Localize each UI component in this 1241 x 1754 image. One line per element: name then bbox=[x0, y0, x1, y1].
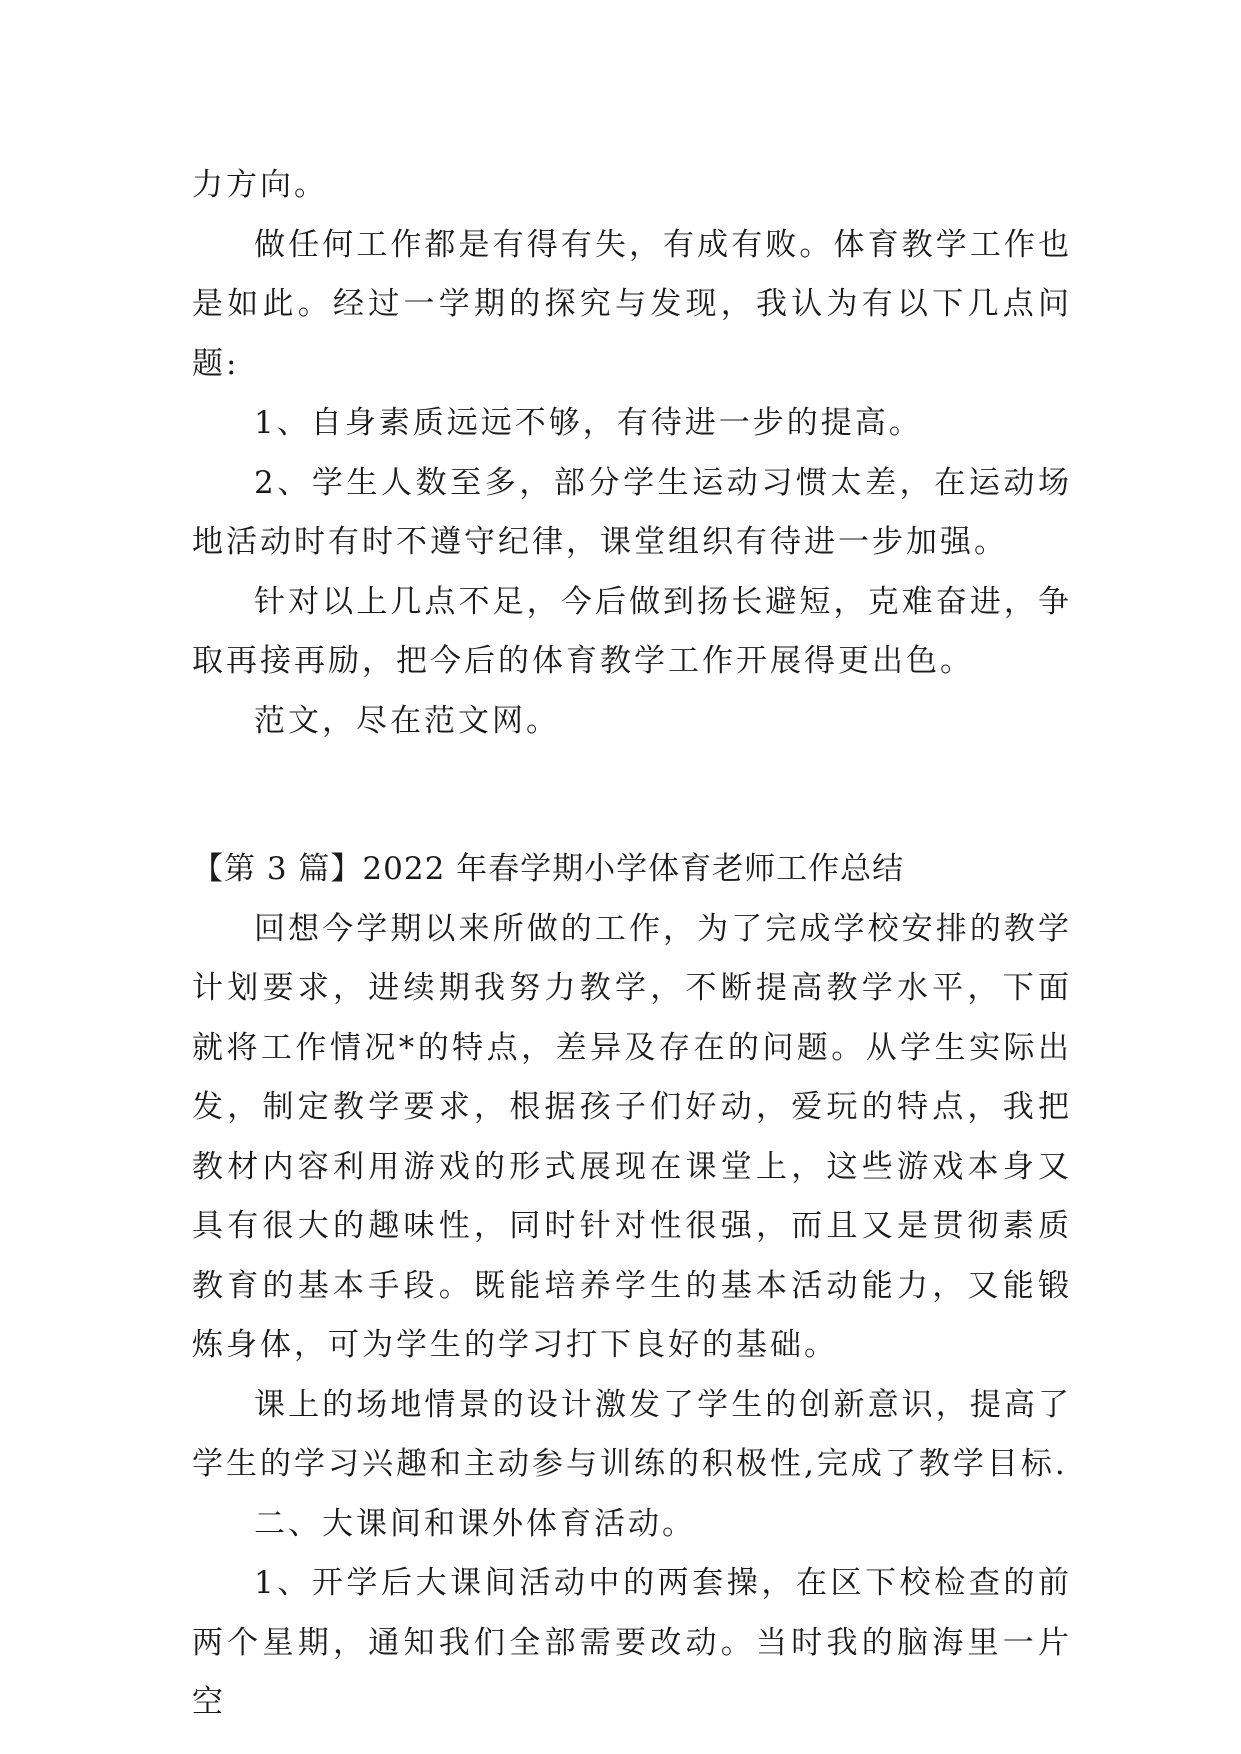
document-body bbox=[192, 156, 1072, 1733]
paragraph: 课上的场地情景的设计激发了学生的创新意识，提高了学生的学习兴趣和主动参与训练的积极性,完成了教学目标. bbox=[192, 1386, 1072, 1482]
paragraph: 回想今学期以来所做的工作，为了完成学校安排的教学计划要求，进续期我努力教学，不断提高教学水平，下面就将工作情况*的特点，差异及存在的问题。从学生实际出发，制定教学要求，根据孩子们好动，爱玩的特点，我把教材内容利用游戏的形式展现在课堂上，这些游戏本身又具有很大的趣味性，同时针对性很强，而且又是贯彻素质教育的基本手段。既能培养学生的基本活动能力，又能锻炼身体，可为学生的学习打下良好的基础。 bbox=[192, 910, 1072, 1363]
paragraph: 力方向。 bbox=[192, 167, 328, 203]
paragraph: 2、学生人数至多，部分学生运动习惯太差，在运动场地活动时有时不遵守纪律，课堂组织有待进一步加强。 bbox=[192, 464, 1072, 560]
paragraph: 1、开学后大课间活动中的两套操，在区下校检查的前两个星期，通知我们全部需要改动。当时我的脑海里一片空 bbox=[192, 1565, 1072, 1720]
paragraph: 针对以上几点不足，今后做到扬长避短，克难奋进，争取再接再励，把今后的体育教学工作开展得更出色。 bbox=[192, 583, 1072, 679]
paragraph: 做任何工作都是有得有失，有成有败。体育教学工作也是如此。经过一学期的探究与发现，我认为有以下几点问题: bbox=[192, 226, 1072, 382]
paragraph: 1、自身素质远远不够，有待进一步的提高。 bbox=[254, 405, 923, 441]
paragraph: 范文，尽在范文网。 bbox=[254, 702, 560, 739]
section-heading: 【第 3 篇】2022 年春学期小学体育老师工作总结 bbox=[192, 851, 905, 887]
section-gap bbox=[192, 751, 1072, 840]
paragraph: 二、大课间和课外体育活动。 bbox=[254, 1505, 696, 1542]
